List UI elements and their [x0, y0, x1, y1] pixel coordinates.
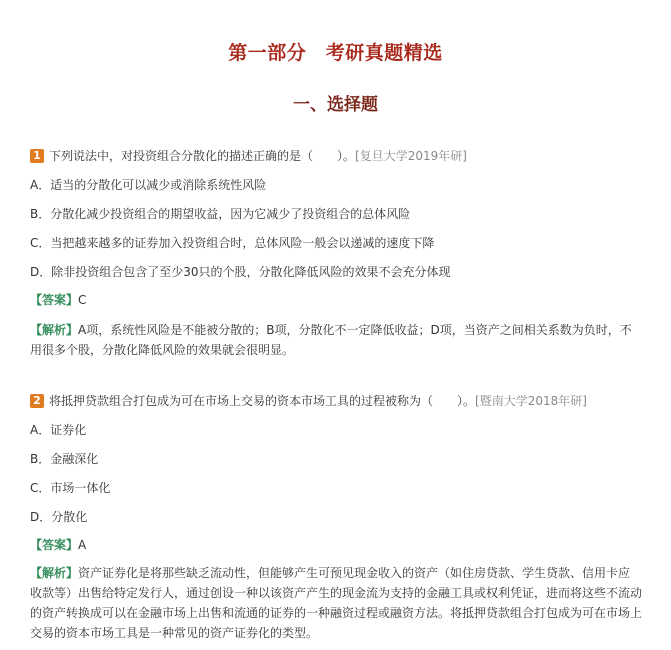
analysis-label: 【解析】 — [30, 566, 79, 580]
question-1 — [30, 147, 640, 165]
option-b: B．金融深化 — [30, 452, 99, 466]
question-stem: 下列说法中，对投资组合分散化的描述正确的是（ ）。 — [49, 149, 356, 163]
analysis — [30, 563, 642, 643]
analysis-text: A项，系统性风险是不能被分散的；B项，分散化不一定降低收益；D项，当资产之间相关系数为负时，不用很多个股，分散化降低风险的效果就会很明显。 — [30, 323, 632, 357]
analysis — [30, 320, 642, 360]
answer-value: A — [78, 538, 87, 552]
question-number-badge: 1 — [30, 149, 44, 163]
question-stem: 将抵押贷款组合打包成为可在市场上交易的资本市场工具的过程被称为（ ）。 — [49, 394, 476, 408]
question-source: [暨南大学2018年研] — [475, 394, 587, 408]
analysis-label: 【解析】 — [30, 323, 79, 337]
part-title: 第一部分 考研真题精选 — [228, 42, 443, 64]
section-title: 一、选择题 — [293, 95, 378, 115]
option-b: B．分散化减少投资组合的期望收益，因为它减少了投资组合的总体风险 — [30, 207, 411, 221]
answer-value: C — [78, 293, 87, 307]
option-d: D．除非投资组合包含了至少30只的个股，分散化降低风险的效果不会充分体现 — [30, 265, 451, 279]
analysis-text: 资产证券化是将那些缺乏流动性，但能够产生可预见现金收入的资产（如住房贷款、学生贷款、信用卡应收款等）出售给特定发行人，通过创设一种以该资产产生的现金流为支持的金融工具或权利凭证，进而将这些不流动的资产转换成可以在金融市场上出售和流通的证券的一种融资过程或融资方法。将抵押贷款组合打包成为可在市场上交易的资本市场工具是一种常见的资产证券化的类型。 — [30, 566, 643, 640]
answer-line — [30, 291, 86, 309]
answer-label: 【答案】 — [30, 538, 79, 552]
answer-label: 【答案】 — [30, 293, 79, 307]
question-2 — [30, 392, 640, 410]
option-a: A．证券化 — [30, 423, 87, 437]
option-c: C．市场一体化 — [30, 481, 111, 495]
option-d: D．分散化 — [30, 510, 88, 524]
option-c: C．当把越来越多的证券加入投资组合时，总体风险一般会以递减的速度下降 — [30, 236, 435, 250]
question-source: [复旦大学2019年研] — [355, 149, 467, 163]
answer-line — [30, 536, 86, 554]
option-a: A．适当的分散化可以减少或消除系统性风险 — [30, 178, 267, 192]
question-number-badge: 2 — [30, 394, 44, 408]
